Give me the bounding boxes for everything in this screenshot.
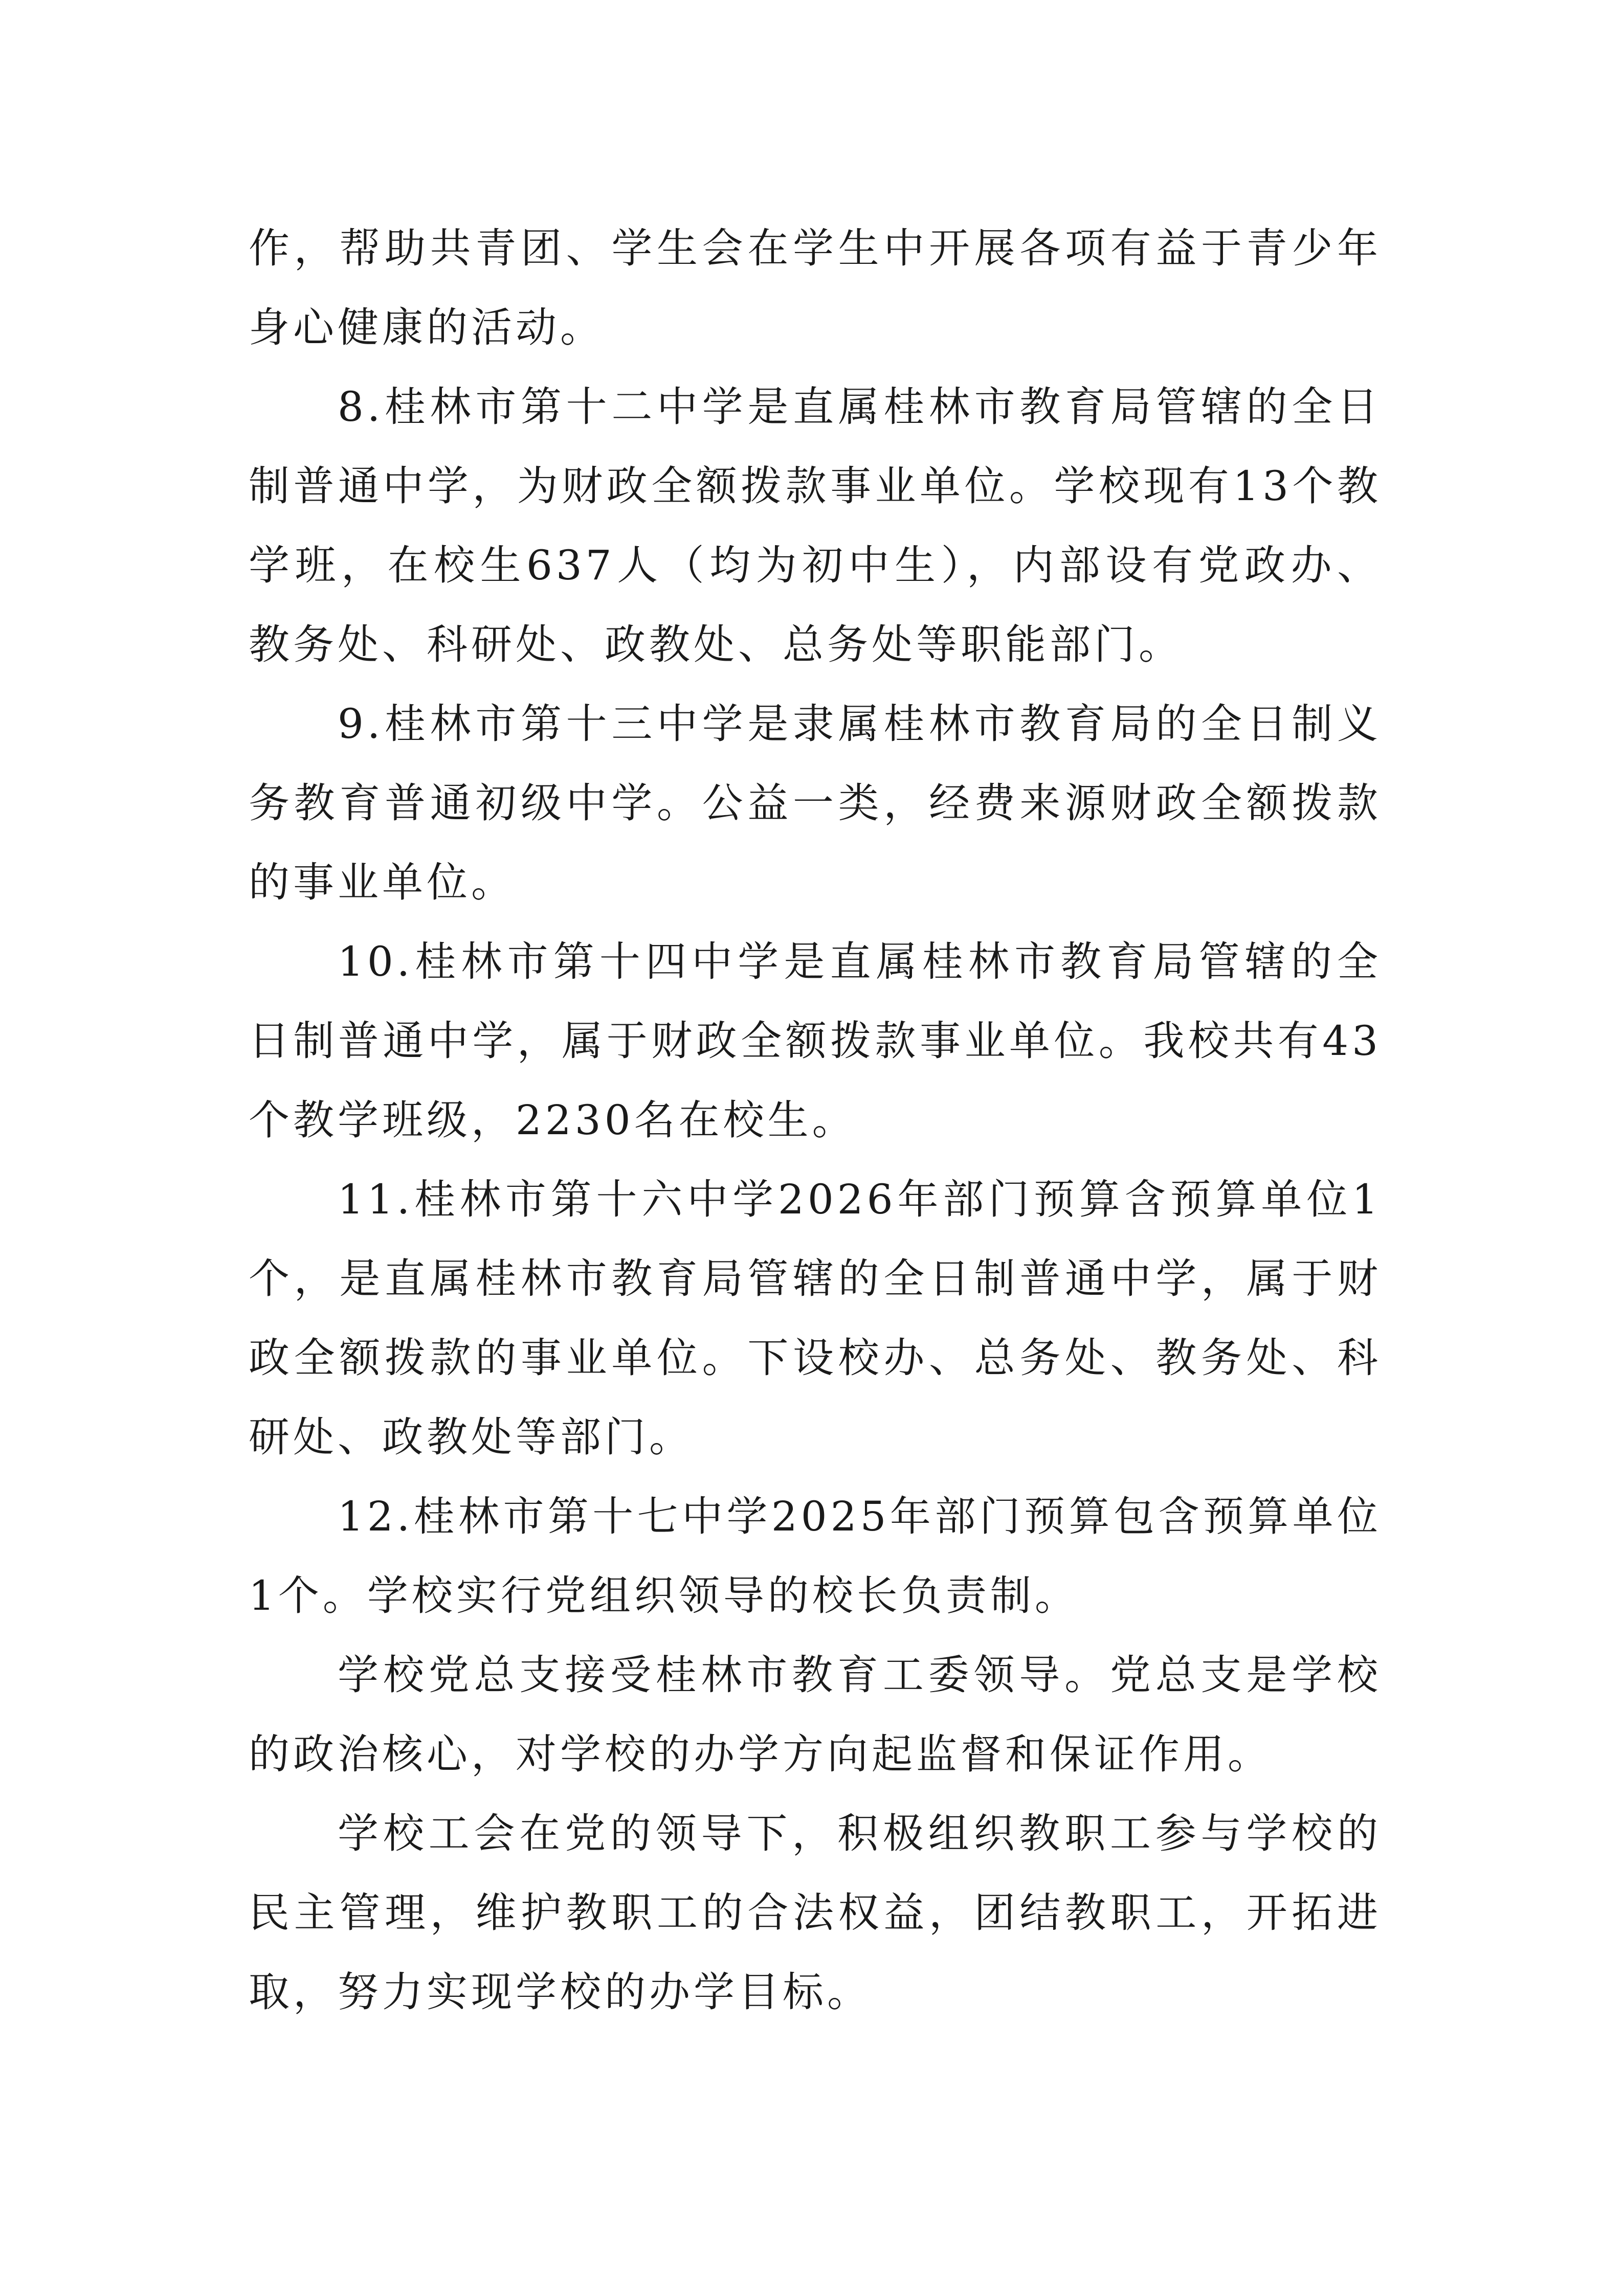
paragraph-party-branch: 学校党总支接受桂林市教育工委领导。党总支是学校的政治核心，对学校的办学方向起监督和保证作用。 [249,1651,1382,1778]
paragraph-item-11: 11.桂林市第十六中学2026年部门预算含预算单位1个，是直属桂林市教育局管辖的全日制普通中学，属于财政全额拨款的事业单位。下设校办、总务处、教务处、科研处、政教处等部门。 [249,1176,1382,1461]
paragraph-item-12: 12.桂林市第十七中学2025年部门预算包含预算单位1个。学校实行党组织领导的校长负责制。 [249,1493,1382,1619]
paragraph-continuation: 作，帮助共青团、学生会在学生中开展各项有益于青少年身心健康的活动。 [249,224,1382,351]
paragraph-item-10: 10.桂林市第十四中学是直属桂林市教育局管辖的全日制普通中学，属于财政全额拨款事业单位。我校共有43个教学班级，2230名在校生。 [249,938,1382,1144]
document-body [249,209,1382,2032]
paragraph-item-8: 8.桂林市第十二中学是直属桂林市教育局管辖的全日制普通中学，为财政全额拨款事业单位。学校现有13个教学班，在校生637人（均为初中生），内部设有党政办、教务处、科研处、政教处、总务处等职能部门。 [249,383,1382,668]
paragraph-item-9: 9.桂林市第十三中学是隶属桂林市教育局的全日制义务教育普通初级中学。公益一类，经费来源财政全额拨款的事业单位。 [249,700,1382,906]
paragraph-trade-union: 学校工会在党的领导下，积极组织教职工参与学校的民主管理，维护教职工的合法权益，团结教职工，开拓进取，努力实现学校的办学目标。 [249,1810,1382,2016]
